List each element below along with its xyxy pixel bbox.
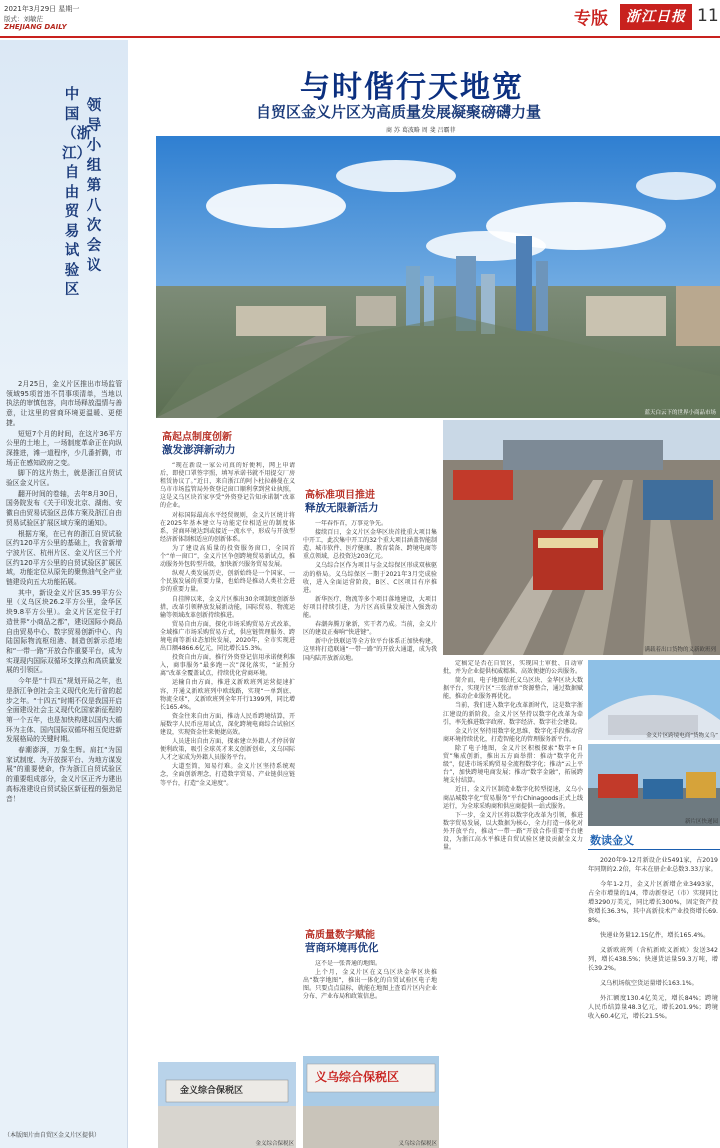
article-1-head-line-2: 激发澎湃新动力: [162, 444, 236, 456]
jinyi-bonded-caption: 金义综合保税区: [255, 1141, 294, 1147]
city-skyline-image: [156, 136, 720, 418]
article-1-para: 为了建设高质量的投资服务窗口，全国首个“单一窗口”，金义片区争创跨境贸易新试点，推动服务外包转型升级，加快新兴服务贸易发展。: [160, 544, 295, 569]
date-line: 2021年3月29日 星期一: [4, 5, 80, 13]
sidebar-para: 春潮澎湃，万象生辉。肩扛“为国家试制度、为开放探平台、为地方谋发展”的重要使命，作为浙江自贸试验区的重要组成部分，金义片区正齐力建出高标准建设自贸试验区新征程的强劲足音！: [6, 746, 122, 803]
sidebar: [0, 40, 128, 1148]
article-1-para: 投资自由方面，推行外资登记信用承诺便利准入，商事服务“最多跑一次”深化落实，“证照分离”改革全覆盖试点，持续优化营商环境。: [160, 654, 295, 678]
brand-en: ZHEJIANG DAILY: [4, 23, 67, 31]
sidebar-para: 今年是“十四五”规划开局之年，也是浙江争创社会主义现代化先行省的起步之年。“十四五”时期不仅是我国开启全面建设社会主义现代化国家新征程的第一个五年，也是加快构建以国内大循环为主体、国内国际双循环相互促进新发展格局的关键时期。: [6, 677, 122, 744]
article-1-para: 纵观人类发展历史，创新始终是一个国家、一个民族发展的重要力量，也始终是推动人类社会进步的重要力量。: [160, 570, 295, 594]
page-number: 11: [697, 6, 719, 26]
article-1-para: 运输自由方面，推进义新欧班列运营提速扩容，开通义新欧班列中欧线路，实现“一单到底、物流全球”，义新欧班列全年开行1399列，同比增长165.4%。: [160, 679, 295, 711]
article-1-para: 自挂牌以来，金义片区推出30余项制度创新举措，改革引领释放发展新动能，国际贸易、物流运输等领域改革创新持续推进。: [160, 595, 295, 619]
article-4-para: 金义片区坚持用数字化思维、数字化手段推动营商环境持续优化，打造智能化的管理服务新平台。: [443, 727, 583, 743]
sidebar-para: 翻开时间的卷轴，去年8月30日，国务院发布《关于印发北京、湖南、安徽自由贸易试验区总体方案及浙江自由贸易试验区扩展区域方案的通知》。: [6, 489, 122, 527]
article-1-head: [162, 432, 292, 456]
masthead-rule: [0, 36, 720, 38]
masthead: [0, 0, 720, 38]
article-1-para: 贸易自由方面，探化市场采购贸易方式改革，全域推广市场采购贸易方式，供应链管理服务、跨境电商等新业态加快发展，2020年，全市实现进出口额4866.6亿元，同比增长15.3%。: [160, 620, 295, 653]
article-3-head-line-2: 营商环境再优化: [305, 942, 379, 954]
article-2-para: 义乌综合区作为项目与金义综保区形成双核驱动的格局。义乌综保区一期于2021年3月完成验收，进入全面运营阶段，B区、C区项目有序推进。: [303, 562, 437, 594]
editor-line: 版式：刘敏茫: [4, 15, 43, 23]
article-4-col-c: [443, 660, 583, 1148]
jinyi-bonded-photo: [158, 1062, 296, 1148]
main-subtitle: 自贸区金义片区为高质量发展凝聚磅礴力量: [256, 103, 542, 121]
train-photo: [443, 420, 720, 655]
ecommerce-photo: [588, 660, 720, 740]
article-1-head-line-1: 高起点制度创新: [162, 432, 232, 443]
article-2-para: 新华医疗、物流等多个项目落地建设，大项目好项目持续引进，为片区高质量发展注入强劲动能。: [303, 595, 437, 620]
main-title: 与时偕行天地宽: [300, 70, 524, 105]
article-2-para: 春潮奔腾万象新，实干者乃成。当前，金义片区的建设正奏响“快进键”。: [303, 621, 437, 637]
banner-col-2: 领导小组第八次会议: [86, 98, 102, 274]
sidebar-banner: [60, 86, 104, 356]
sidebar-para: 2月25日，金义片区推出市场监管领域95项首违不罚事项清单，当地以执法的审慎包容，向市场释放温情与善意，让这里的营商环境更温暖、更便捷。: [6, 380, 122, 427]
paper-name: 浙江日报: [626, 9, 686, 25]
yiwu-bonded-photo: [303, 1056, 439, 1148]
stats-item: 外汇额度130.4亿美元，增长84%；跨境人民币结算量48.3亿元，增长201.9%；跨境收入60.4亿元，增长21.5%。: [588, 995, 718, 1020]
article-2-col-b: [303, 520, 437, 928]
sidebar-footnote: （本版图片由自贸区金义片区提供）: [4, 1132, 101, 1139]
article-3-para: 这不是一张普通的地图。: [315, 960, 382, 967]
article-2-head: [305, 490, 435, 514]
sidebar-para: 其中，新设金义片区35.99平方公里（义乌区块26.2平方公里，金华区块9.8平方公里）。金义片区定位于打造世界“小商品之都”，建设国际小商品自由贸易中心、数字贸易创新中心、内陆国际物流枢纽港、制造创新示范地和“一带一路”开放合作重要平台，成为实现现内国际双循环支撑点和高质量发展的引领区。: [6, 588, 122, 675]
sidebar-article: [6, 380, 122, 1140]
banner-col-1: 中国（浙江）自由贸易试验区: [62, 87, 91, 298]
article-1-para: 资金往来自由方面，推动人民币跨境结算，开展数字人民币应用试点，深化跨境电商综合试验区建设，实现资金往来便捷高效。: [160, 712, 295, 736]
express-park-caption: 新片区快递园: [684, 819, 718, 825]
article-4-para: 简介而，电子地图依托义乌区块、金华区块大数据平台，实现片区“三张清单”资源整合，通过数据赋能，推动企业服务再优化。: [443, 677, 583, 701]
train-image: [443, 420, 720, 655]
train-photo-caption: 满载着出口货物的义新欧班列: [644, 647, 716, 653]
sidebar-para: 根据方案，在已有的浙江自贸试验区约120平方公里的基础上，我省新增宁波片区、杭州片区、金义片区三个片区约120平方公里的自贸试验区扩展区域，功能定位从原先的聚焦油气全产业链建设向五大功能拓展。: [6, 529, 122, 587]
article-2-head-line-2: 释放无限新活力: [305, 502, 379, 514]
stats-item: 义乌机场航空货运量增长163.1%。: [600, 980, 698, 987]
article-3-para: 上个月，金义片区在义乌区块金华区块推出“数字地图”，推出一体化的自贸试验区电子地图。只要点点鼠标，就能在地图上查看片区内企业分布、产业布局和政策信息。: [303, 969, 437, 1001]
section-label: 专版: [574, 9, 608, 29]
article-1-para: 人员进出自由方面，探索建立外籍人才停居留便利政策，吸引全球英才来义创新创业，义乌国际人才之家成为外籍人员服务平台。: [160, 738, 295, 762]
main-photo: [156, 136, 720, 418]
stats-item: 快递业务量12.15亿件，增长165.4%。: [600, 932, 710, 939]
stats-item: 今年1-2月，金义片区新增企业3493家，占全市增量的1/4，带动新登记（市）实现同比增3290万美元，同比增长300%，固定资产投资增长36.3%，其中高新技术产业投资增长69.8%。: [588, 881, 718, 924]
yiwu-sign: 义乌综合保税区: [315, 1070, 400, 1084]
express-park-photo: [588, 744, 720, 826]
stats-title: 数读金义: [588, 832, 720, 850]
article-2-head-line-1: 高标准项目推进: [305, 490, 375, 501]
article-3-head-line-1: 高质量数字赋能: [305, 930, 375, 941]
yiwu-bonded-caption: 义乌综合保税区: [398, 1141, 437, 1147]
byline: 商 苏 葛波略 周 斐 吕霸菲: [386, 127, 456, 134]
article-2-para: 新中企铁联运等全方位平台体系正加快构建，这里将打造联通“一带一路”的开放大通道，成为我国内陆开放新高地。: [303, 638, 437, 662]
stats-item: 2020年9-12月新设企业5491家，占2019年同期的2.2倍，年末在册企业总数3.33万家。: [588, 857, 718, 873]
article-1-para: “现在新设一家公司真的好便利，网上申请后，即使口罩签字照，填写承诺书就不用提交厂房租赁协议了。”近日，来自浙江的阿卜杜拉赫曼在义乌市市场监管局外资登记窗口顺利拿到营业执照，这是义乌区块首家享受“外资登记告知承诺制”改革的企业。: [160, 462, 295, 510]
article-4-para: 除了电子地图，金义片区积极探索“数字+自贸”集成创新，推出五方面举措：推动“数字化升级”，促进市场采购贸易全流程数字化；推动“云上平台”，加快跨境电商发展；推动“数字金融”，拓展跨境支付结算。: [443, 744, 583, 785]
stats-items: [588, 856, 718, 1148]
article-1-para: 对标国际最高水平经贸规则，金义片区统计将在2025年基本建立与功能定位相适应的制度体系，营商环境达到或接近一流水平，形成与开放型经济新体制相适应的创新体系。: [160, 511, 295, 543]
ecommerce-image: [588, 660, 720, 740]
jinyi-bonded-image: [158, 1062, 296, 1148]
article-4-para: 下一步，金义片区将以数字化改革为引领，推进数字贸易发展，以大数据为核心，全力打造一体化对外开放平台，推动“一带一路”开放合作重要平台建设，为浙江高水平推进自贸试验区建设贡献金义力量。: [443, 811, 583, 852]
sidebar-para: 脚下的这片热土，就是浙江自贸试验区金义片区。: [6, 469, 122, 488]
ecommerce-photo-caption: 金义片区跨境电商“货物义乌”: [646, 733, 718, 739]
express-park-image: [588, 744, 720, 826]
article-1-para: 大道至简，知易行难。金义片区坚持系统观念，全面创新理念，打造数字贸易、产业链供应链等平台，打造“金义速度”。: [160, 763, 295, 787]
stats-item: 义新欧班列（含杭新欧义新欧）发送342列，增长438.5%；快递货运量59.3万吨，增长39.2%。: [588, 947, 718, 972]
main-photo-caption: 蓝天白云下的世界小商品市场: [644, 410, 716, 416]
article-4-para: 当前，我们进入数字化改革新时代，这是数字浙江建设的新阶段。金义片区坚持以数字化改革为牵引，率先推进数字政府、数字经济、数字社会建设。: [443, 702, 583, 726]
article-1-col-a: [160, 462, 295, 1092]
sidebar-para: 短短7个月的时间，在这片36平方公里的土地上，一场制度革命正在向纵深推进，滩一道程序，少几番折腾，市场正在感知政府之变。: [6, 429, 122, 467]
jinyi-sign: 金义综合保税区: [180, 1086, 244, 1096]
paper-name-block: [620, 4, 692, 30]
article-4-para: 近日，金义片区制造业数字化转型提速，义乌小商品城数字化“贸易服务”平台Chinagoods正式上线运行，为全球采购商和供应商提供一站式服务。: [443, 786, 583, 810]
article-3-col: [303, 960, 437, 1052]
article-4-para: 定稿定是否在自贸区，实现国土审批、自动审批，并为企业提供权威精准、高效便捷的公共服务。: [443, 660, 583, 676]
article-3-head: [305, 930, 435, 954]
article-2-para: 接续百日，金义片区金华区块首批重大项目集中开工，此次集中开工的32个重大项目涵盖智能制造、城市软件、医疗健康、教育装备、跨境电商等重点领域，总投资达203亿元。: [303, 529, 437, 561]
article-2-para: 一年春作首，万事竞争先。: [315, 520, 388, 527]
stats-box: [588, 832, 720, 1148]
